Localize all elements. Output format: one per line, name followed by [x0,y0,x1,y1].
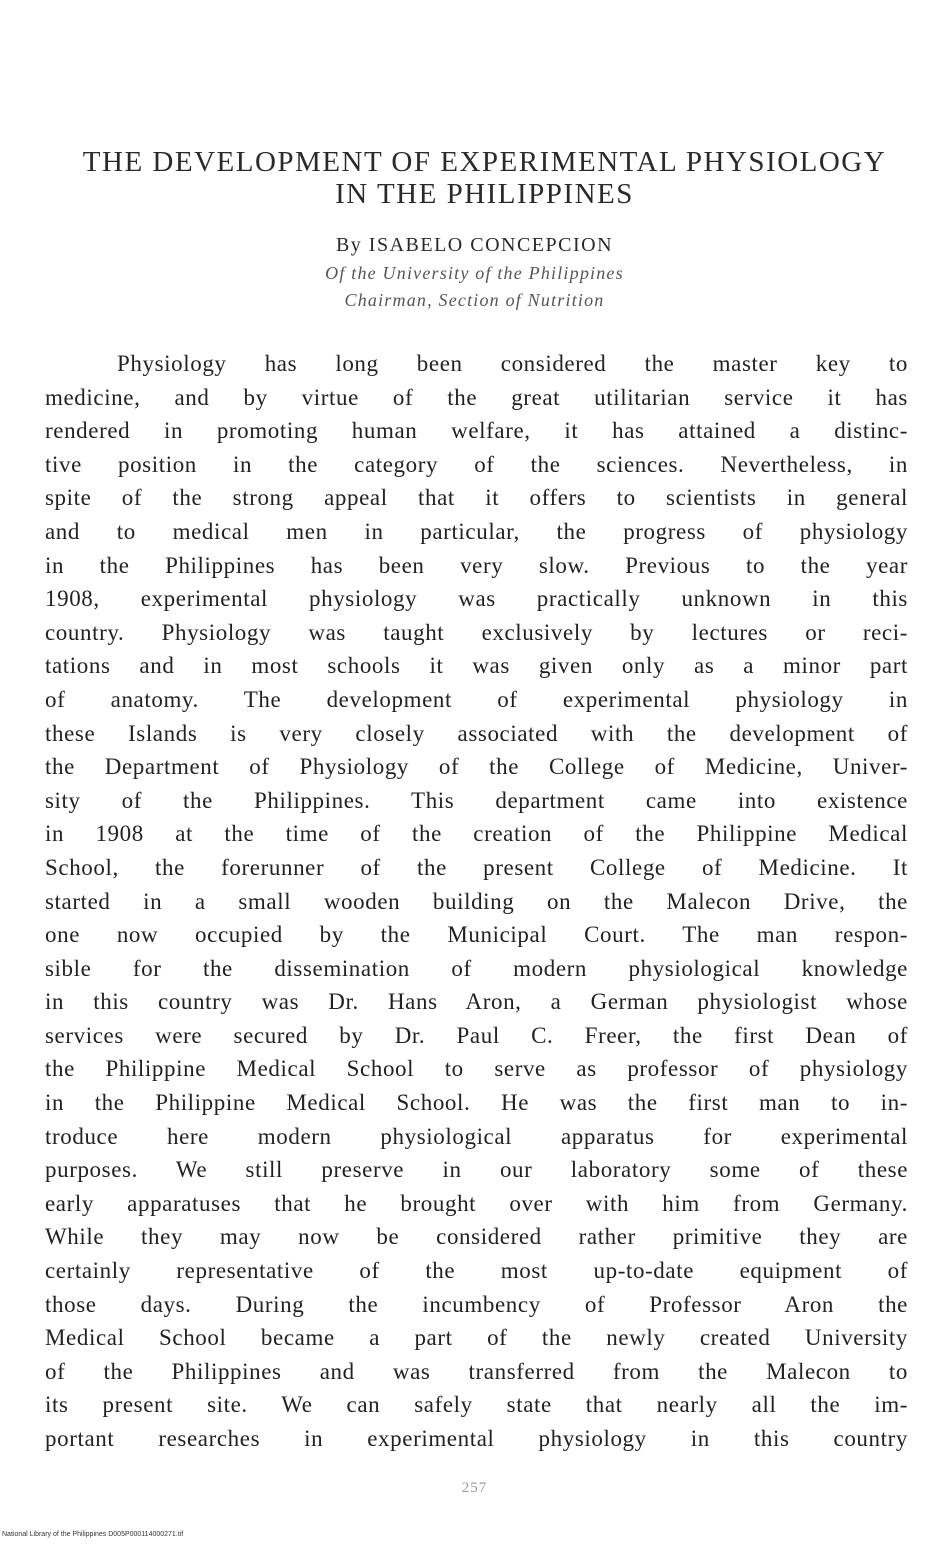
article-title-line-1: THE DEVELOPMENT OF EXPERIMENTAL PHYSIOLOGY [82,146,887,178]
text-line: 1908, experimental physiology was practically unknown in this [45,586,908,612]
text-line: one now occupied by the Municipal Court. The man respon- [45,922,908,948]
text-line: country. Physiology was taught exclusively by lectures or reci- [45,619,908,645]
text-line: sity of the Philippines. This department came into existence [45,787,908,813]
author-affiliation: Of the University of the Philippines [325,263,624,283]
text-line: spite of the strong appeal that it offers to scientists in general [45,485,908,511]
text-line: medicine, and by virtue of the great utilitarian service it has [45,384,908,410]
text-line: tations and in most schools it was given only as a minor part [45,653,908,679]
text-line: sible for the dissemination of modern physiological knowledge [45,955,908,981]
text-line: started in a small wooden building on the Malecon Drive, the [45,888,908,914]
text-line: early apparatuses that he brought over with him from Germany. [45,1190,908,1216]
text-line: Medical School became a part of the newly created University [45,1325,908,1351]
text-line: of the Philippines and was transferred from the Malecon to [45,1358,908,1384]
text-line: services were secured by Dr. Paul C. Freer, the first Dean of [45,1022,908,1048]
text-line: these Islands is very closely associated with the development of [45,720,908,746]
text-line: School, the forerunner of the present College of Medicine. It [45,854,908,880]
text-line: and to medical men in particular, the progress of physiology [45,518,908,544]
text-line: in the Philippine Medical School. He was the first man to in- [45,1090,908,1116]
page-number: 257 [461,1480,488,1496]
text-line: While they may now be considered rather primitive they are [45,1224,908,1250]
text-line: its present site. We can safely state that nearly all the im- [45,1392,908,1418]
text-line: troduce here modern physiological apparatus for experimental [45,1123,908,1149]
author-position: Chairman, Section of Nutrition [344,290,605,310]
author-byline: By ISABELO CONCEPCION [335,234,614,256]
text-line: in 1908 at the time of the creation of the Philippine Medical [45,821,908,847]
text-line: the Department of Physiology of the College of Medicine, Univer- [45,754,908,780]
text-line: in the Philippines has been very slow. Previous to the year [45,552,908,578]
text-line: purposes. We still preserve in our laboratory some of these [45,1157,908,1183]
article-body [45,347,908,1456]
text-line: portant researches in experimental physiology in this country [45,1426,908,1451]
text-line: rendered in promoting human welfare, it has attained a distinc- [45,418,908,444]
text-line: tive position in the category of the sciences. Nevertheless, in [45,451,908,477]
text-line: the Philippine Medical School to serve as professor of physiology [45,1056,908,1082]
text-line: certainly representative of the most up-to-date equipment of [45,1258,908,1284]
text-line: of anatomy. The development of experimental physiology in [45,686,908,712]
text-line: in this country was Dr. Hans Aron, a German physiologist whose [45,989,908,1015]
article-title-line-2: IN THE PHILIPPINES [335,178,634,210]
text-line: Physiology has long been considered the master key to [117,351,908,376]
source-note: National Library of the Philippines D005P000114000271.tif [2,1531,184,1538]
text-line: those days. During the incumbency of Professor Aron the [45,1291,908,1317]
